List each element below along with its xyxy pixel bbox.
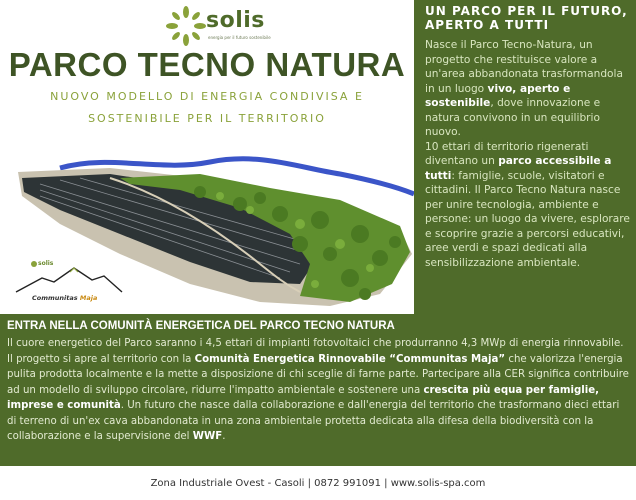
- logo-brand-name: solis: [206, 8, 265, 33]
- footer: [0, 466, 636, 500]
- solis-logo: [166, 4, 271, 48]
- right-panel-body: [425, 38, 635, 270]
- page-title: PARCO TECNO NATURA: [8, 46, 406, 83]
- logo-tagline: energia per il futuro sostenibile: [208, 35, 271, 40]
- subtitle-line-1: NUOVO MODELLO DI ENERGIA CONDIVISA E: [50, 90, 364, 103]
- right-heading-line-1: UN PARCO PER IL FUTURO,: [425, 4, 628, 18]
- footer-contact: Zona Industriale Ovest - Casoli | 0872 991091 | www.solis-spa.com: [150, 478, 486, 489]
- subtitle-line-2: SOSTENIBILE PER IL TERRITORIO: [88, 112, 326, 125]
- right-paragraph-1: Nasce il Parco Tecno-Natura, un progetto che restituisce valore a un'area abbandonata trasformandola in un luogo vivo, aperto e sostenibile, dove innovazione e natura convivono in un equilibrio nuovo.: [425, 39, 623, 138]
- community-body: Il cuore energetico del Parco saranno i 4,5 ettari di impianti fotovoltaici che produrranno 4,3 MWp di energia rinnovabile. Il progetto si apre al territorio con la Comunità Energetica Rinnovabile “Communitas Maja” che valorizza l'energia pulita prodotta localmente e la mette a disposizione di chi sceglie di farne parte. Partecipare alla CER significa contribuire ad un modello di sviluppo circolare, ridurre l'impatto ambientale e sostenere una crescita più equa per famiglie, imprese e comunità. Un futuro che nasce dalla collaborazione e dall'energia del territorio che trasformano dieci ettari di terreno di un'ex cava abbandonata in una zona ambientale protetta dedicata alla difesa della biodiversità con la collaborazione e la supervisione del WWF.: [7, 338, 629, 442]
- right-panel-heading: [425, 4, 631, 32]
- cer-logo-name: Communitas Maja: [32, 294, 98, 302]
- right-info-panel: [414, 0, 636, 314]
- communitas-maja-logo: [14, 260, 124, 306]
- sun-leaf-icon: [166, 6, 206, 46]
- community-section: [0, 314, 636, 466]
- right-heading-line-2: APERTO A TUTTI: [425, 18, 550, 32]
- community-heading: ENTRA NELLA COMUNITÀ ENERGETICA DEL PARCO TECNO NATURA: [7, 320, 395, 332]
- right-paragraph-2: 10 ettari di territorio rigenerati diventano un parco accessibile a tutti: famiglie, scuole, visitatori e cittadini. Il Parco Tecno Natura nasce per unire tecnologia, ambiente e persone: un luogo da vivere, esplorare e scoprire grazie a percorsi educativi, aree verdi e spazi dedicati alla sensibilizzazione ambientale.: [425, 140, 630, 269]
- mountain-icon: [14, 260, 124, 296]
- cer-logo-brand: solis: [38, 260, 54, 267]
